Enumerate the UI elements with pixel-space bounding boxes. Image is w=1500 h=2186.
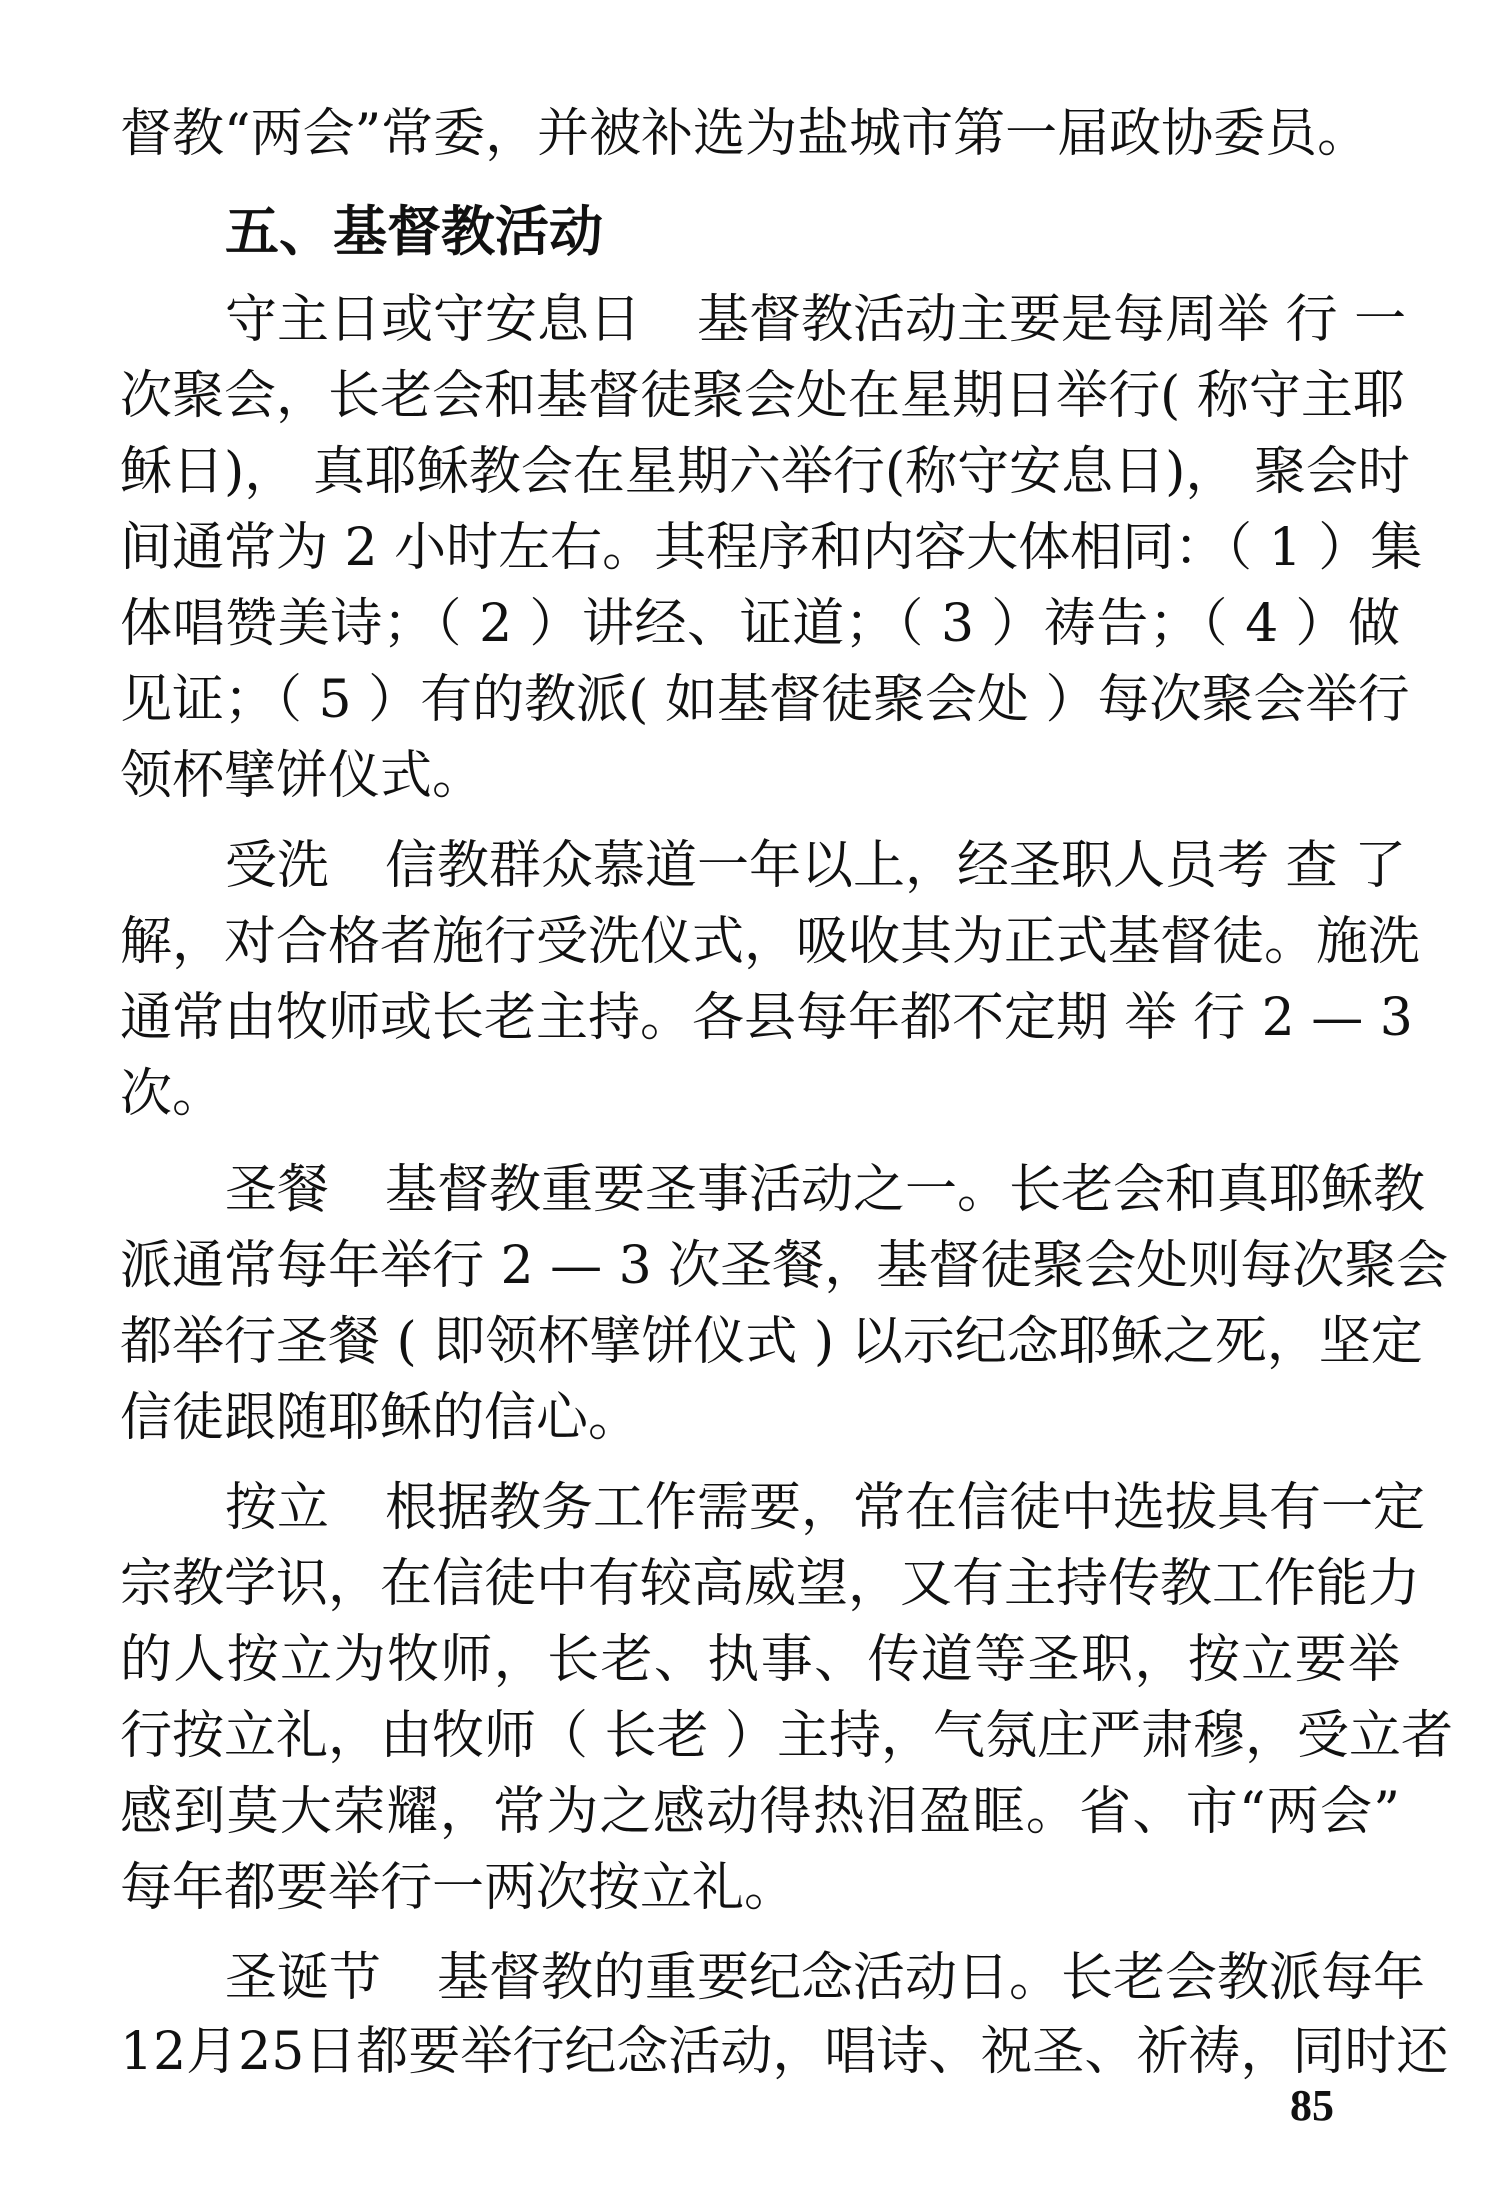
paragraph-term: 按立 bbox=[225, 1478, 330, 1538]
paragraph-line: 行按立礼，由牧师（ 长老 ）主持，气氛庄严肃穆，受立者 bbox=[120, 1706, 1454, 1766]
paragraph-line: 每年都要举行一两次按立礼。 bbox=[120, 1858, 797, 1918]
paragraph-line: 次聚会，长老会和基督徒聚会处在星期日举行( 称守主耶 bbox=[120, 366, 1405, 426]
paragraph-line bbox=[225, 1472, 1426, 1544]
paragraph-term: 守主日或守安息日 bbox=[225, 290, 642, 350]
paragraph-line bbox=[225, 1154, 1426, 1226]
paragraph-line: 的人按立为牧师，长老、执事、传道等圣职，按立要举 bbox=[120, 1630, 1400, 1690]
paragraph-line: 领杯擘饼仪式。 bbox=[120, 746, 485, 806]
paragraph-line: 见证；（ 5 ）有的教派( 如基督徒聚会处 ）每次聚会举行 bbox=[120, 670, 1410, 730]
paragraph-text: 基督教活动主要是每周举 行 一 bbox=[697, 290, 1407, 350]
paragraph-line: 稣日)， 真耶稣教会在星期六举行(称守安息日)， 聚会时 bbox=[120, 442, 1410, 502]
paragraph-line: 宗教学识，在信徒中有较高威望，又有主持传教工作能力 bbox=[120, 1554, 1421, 1614]
paragraph-line: 体唱赞美诗；（ 2 ）讲经、证道；（ 3 ）祷告；（ 4 ）做 bbox=[120, 594, 1400, 654]
paragraph-text: 基督教重要圣事活动之一。长老会和真耶稣教 bbox=[385, 1160, 1426, 1220]
paragraph-line: 信徒跟随耶稣的信心。 bbox=[120, 1388, 641, 1448]
paragraph-line: 间通常为 2 小时左右。其程序和内容大体相同：（ 1 ）集 bbox=[120, 518, 1423, 578]
paragraph-text: 信教群众慕道一年以上，经圣职人员考 查 了 bbox=[385, 836, 1407, 896]
paragraph-text: 根据教务工作需要，常在信徒中选拔具有一定 bbox=[385, 1478, 1426, 1538]
paragraph-line: 解，对合格者施行受洗仪式，吸收其为正式基督徒。施洗 bbox=[120, 912, 1421, 972]
paragraph-line: 次。 bbox=[120, 1064, 225, 1124]
intro-line: 督教“两会”常委，并被补选为盐城市第一届政协委员。 bbox=[120, 104, 1370, 164]
paragraph-line: 派通常每年举行 2 — 3 次圣餐，基督徒聚会处则每次聚会 bbox=[120, 1236, 1449, 1296]
paragraph-line bbox=[225, 284, 1407, 356]
paragraph-term: 受洗 bbox=[225, 836, 330, 896]
paragraph-line bbox=[225, 830, 1407, 902]
paragraph-line: 12月25日都要举行纪念活动，唱诗、祝圣、祈祷，同时还 bbox=[120, 2022, 1449, 2082]
section-heading: 五、基督教活动 bbox=[225, 200, 603, 263]
paragraph-term: 圣诞节 bbox=[225, 1948, 382, 2008]
page-number: 85 bbox=[1290, 2081, 1334, 2130]
paragraph-line: 通常由牧师或长老主持。各县每年都不定期 举 行 2 — 3 bbox=[120, 988, 1413, 1048]
paragraph-line bbox=[225, 1942, 1426, 2014]
paragraph-line: 感到莫大荣耀，常为之感动得热泪盈眶。省、市“两会” bbox=[120, 1782, 1400, 1842]
paragraph-line: 都举行圣餐 ( 即领杯擘饼仪式 ) 以示纪念耶稣之死，坚定 bbox=[120, 1312, 1423, 1372]
paragraph-term: 圣餐 bbox=[225, 1160, 330, 1220]
paragraph-text: 基督教的重要纪念活动日。长老会教派每年 bbox=[437, 1948, 1426, 2008]
